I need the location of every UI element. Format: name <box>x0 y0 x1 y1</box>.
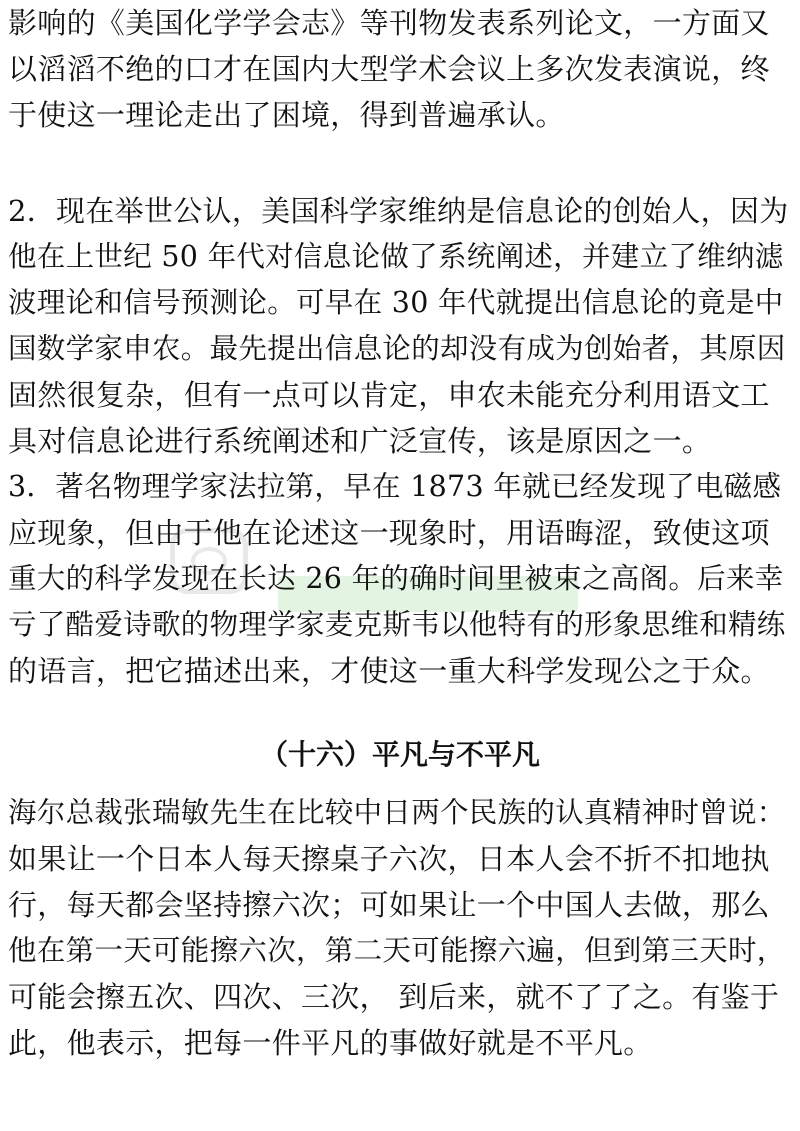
item-3-line: 重大的科学发现在长达 26 年的确时间里被束之高阁。后来幸 <box>8 562 784 595</box>
section-line: 此，他表示，把每一件平凡的事做好就是不平凡。 <box>8 1026 653 1060</box>
item-3-line: 亏了酷爱诗歌的物理学家麦克斯韦以他特有的形象思维和精练 <box>8 608 786 641</box>
item-2-line: 固然很复杂，但有一点可以肯定，申农未能充分利用语文工 <box>8 378 770 412</box>
item-2-line: 国数学家申农。最先提出信息论的却没有成为创始者，其原因 <box>8 332 786 365</box>
paragraph-line: 以滔滔不绝的口才在国内大型学术会议上多次发表演说，终 <box>8 52 770 86</box>
item-2-line: 2．现在举世公认，美国科学家维纳是信息论的创始人，因为 <box>8 194 789 228</box>
paragraph-line: 于使这一理论走出了困境，得到普遍承认。 <box>8 98 565 132</box>
paragraph-line: 影响的《美国化学学会志》等刊物发表系列论文，一方面又 <box>8 6 770 40</box>
section-line: 行，每天都会坚持擦六次；可如果让一个中国人去做，那么 <box>8 888 770 922</box>
section-heading: （十六）平凡与不平凡 <box>259 738 540 771</box>
item-2-line: 他在上世纪 50 年代对信息论做了系统阐述，并建立了维纳滤 <box>8 240 784 273</box>
item-3-line: 应现象，但由于他在论述这一现象时，用语晦涩，致使这项 <box>8 516 770 550</box>
section-line: 如果让一个日本人每天擦桌子六次，日本人会不折不扣地执 <box>8 842 770 876</box>
item-3-line: 3．著名物理学家法拉第，早在 1873 年就已经发现了电磁感 <box>8 470 782 503</box>
item-3-line: 的语言，把它描述出来，才使这一重大科学发现公之于众。 <box>8 654 770 688</box>
section-line: 可能会擦五次、四次、三次， 到后来，就不了了之。有鉴于 <box>8 980 780 1014</box>
section-line: 他在第一天可能擦六次，第二天可能擦六遍，但到第三天时， <box>8 934 786 967</box>
item-2-line: 波理论和信号预测论。可早在 30 年代就提出信息论的竟是中 <box>8 286 784 319</box>
section-line: 海尔总裁张瑞敏先生在比较中日两个民族的认真精神时曾说： <box>8 796 786 829</box>
item-2-line: 具对信息论进行系统阐述和广泛宣传，该是原因之一。 <box>8 424 712 458</box>
